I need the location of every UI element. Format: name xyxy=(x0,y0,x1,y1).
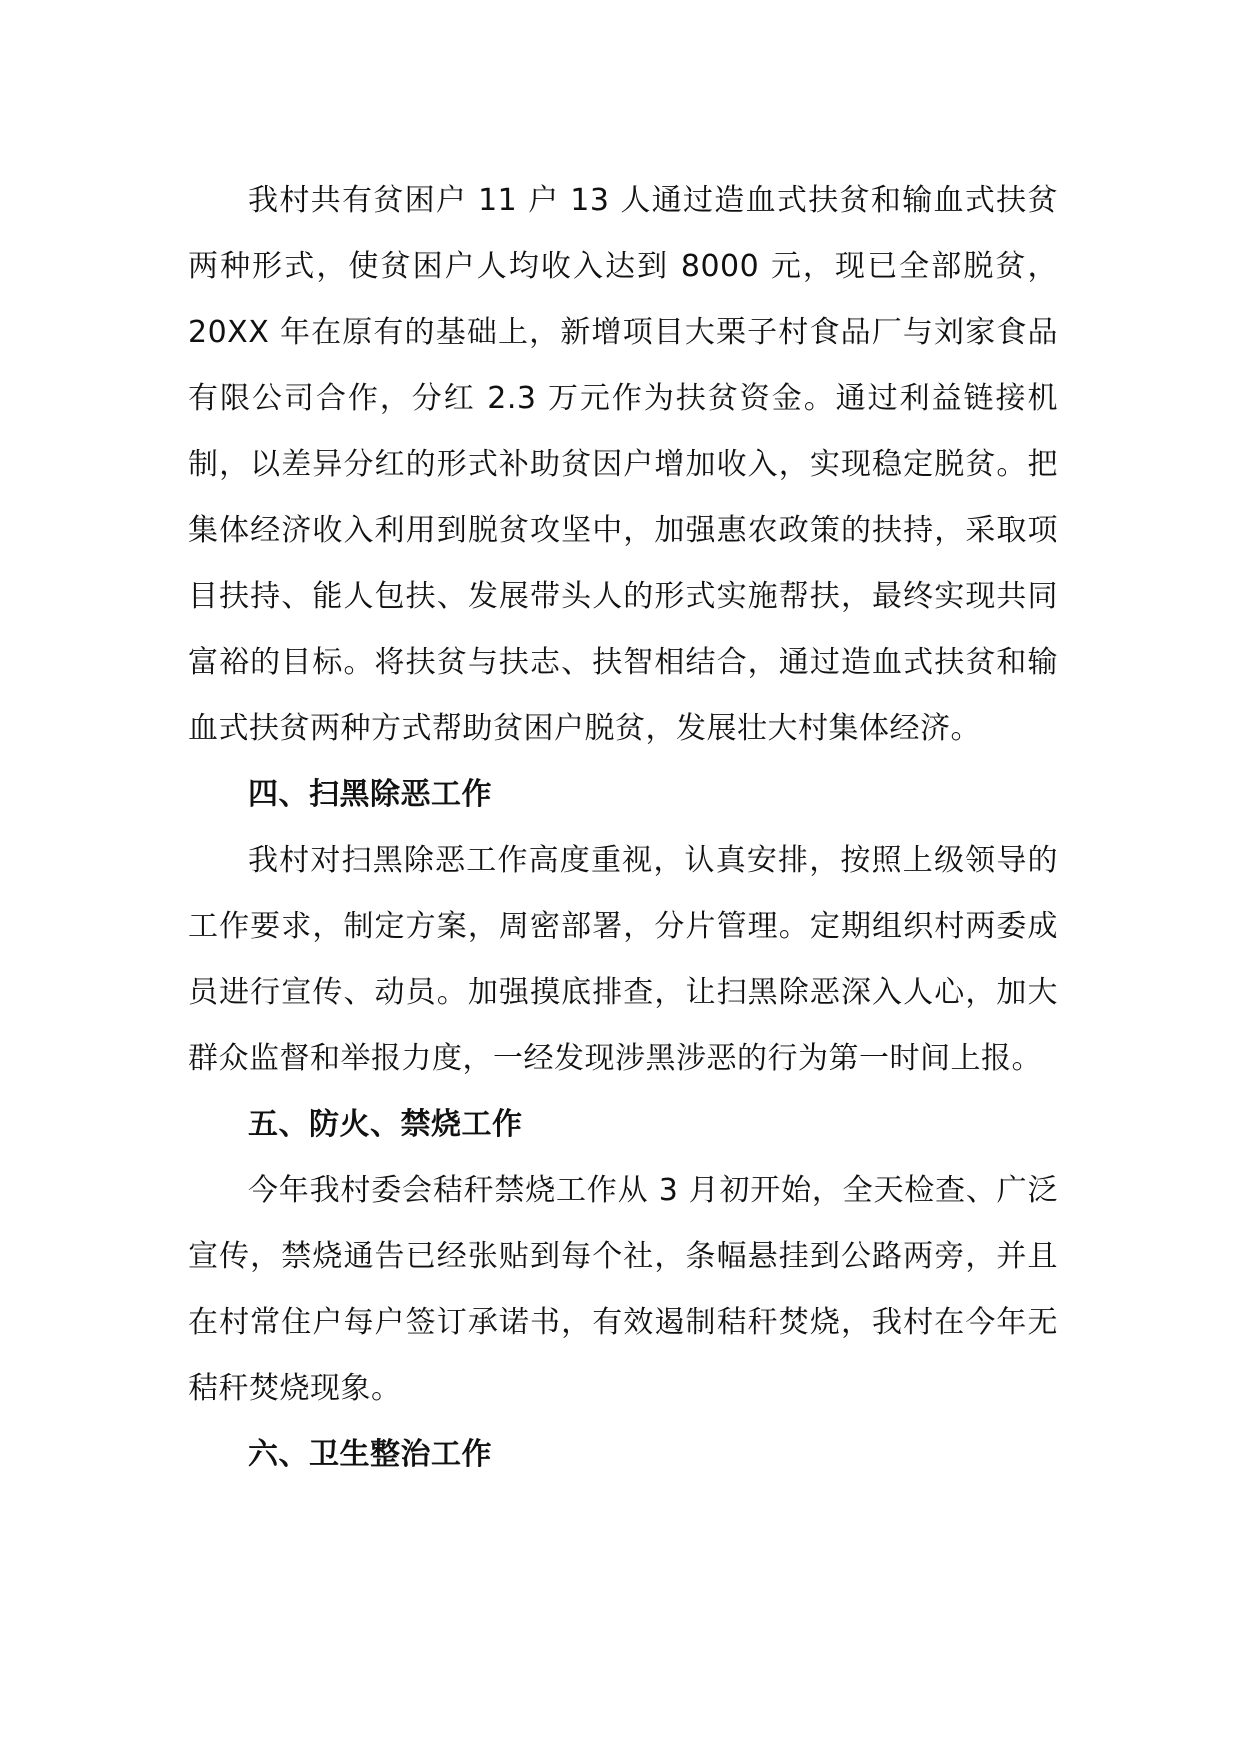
paragraph-anti-crime: 我村对扫黑除恶工作高度重视，认真安排，按照上级领导的工作要求，制定方案，周密部署，分片管理。定期组织村两委成员进行宣传、动员。加强摸底排查，让扫黑除恶深入人心，加大群众监督和举报力度，一经发现涉黑涉恶的行为第一时间上报。 xyxy=(188,843,1058,1076)
heading-sanitation: 六、卫生整治工作 xyxy=(248,1437,492,1472)
heading-fire-prevention: 五、防火、禁烧工作 xyxy=(248,1107,523,1142)
paragraph-fire-prevention: 今年我村委会秸秆禁烧工作从 3 月初开始，全天检查、广泛宣传，禁烧通告已经张贴到每个社，条幅悬挂到公路两旁，并且在村常住户每户签订承诺书，有效遏制秸秆焚烧，我村在今年无秸秆焚烧现象。 xyxy=(188,1173,1058,1406)
heading-anti-crime: 四、扫黑除恶工作 xyxy=(248,777,492,812)
document-page xyxy=(188,168,1058,1488)
paragraph-poverty-alleviation: 我村共有贫困户 11 户 13 人通过造血式扶贫和输血式扶贫两种形式，使贫困户人均收入达到 8000 元，现已全部脱贫，20XX 年在原有的基础上，新增项目大栗子村食品厂与刘家食品有限公司合作，分红 2.3 万元作为扶贫资金。通过利益链接机制，以差异分红的形式补助贫因户增加收入，实现稳定脱贫。把集体经济收入利用到脱贫攻坚中，加强惠农政策的扶持，采取项目扶持、能人包扶、发展带头人的形式实施帮扶，最终实现共同富裕的目标。将扶贫与扶志、扶智相结合，通过造血式扶贫和输血式扶贫两种方式帮助贫困户脱贫，发展壮大村集体经济。 xyxy=(188,183,1058,746)
